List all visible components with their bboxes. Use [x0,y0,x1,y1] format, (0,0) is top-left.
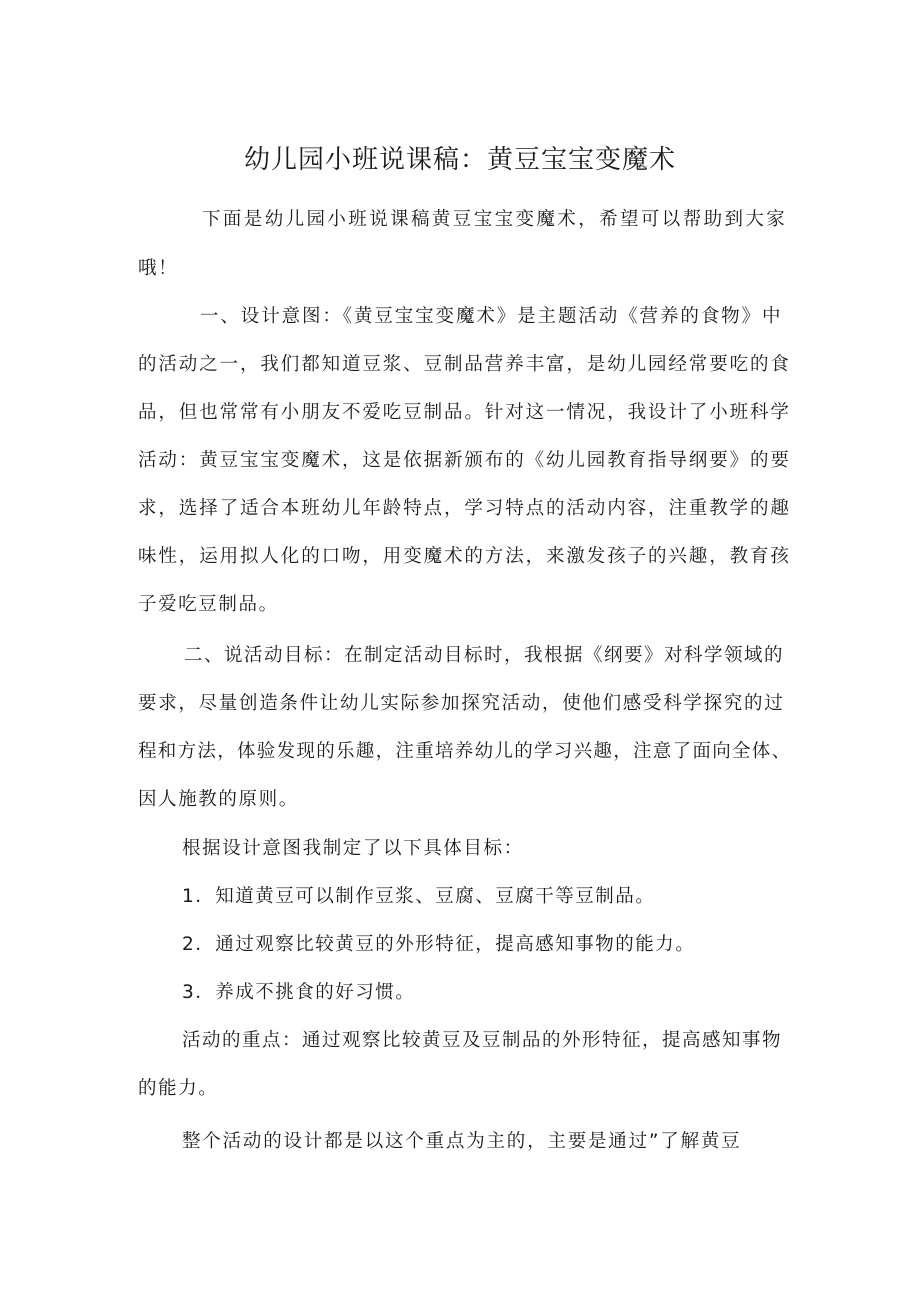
paragraph-line: 要求，尽量创造条件让幼儿实际参加探究活动，使他们感受科学探究的过 [138,693,785,714]
paragraph-line: 品，但也常常有小朋友不爱吃豆制品。针对这一情况，我设计了小班科学 [138,402,791,423]
list-item: 3．养成不挑食的好习惯。 [182,982,416,1003]
paragraph-line: 一、设计意图：《黄豆宝宝变魔术》是主题活动《营养的食物》中 [200,306,783,327]
list-item: 1．知道黄豆可以制作豆浆、豆腐、豆腐干等豆制品。 [182,886,656,907]
paragraph-line: 味性，运用拟人化的口吻，用变魔术的方法，来激发孩子的兴趣，教育孩 [138,546,791,567]
paragraph-line: 因人施教的原则。 [138,789,299,810]
paragraph-line: 求，选择了适合本班幼儿年龄特点，学习特点的活动内容，注重教学的趣 [138,498,791,519]
paragraph-line: 下面是幼儿园小班说课稿黄豆宝宝变魔术，希望可以帮助到大家 [202,209,788,230]
paragraph-line: 哦！ [138,258,179,279]
list-item: 2．通过观察比较黄豆的外形特征，提高感知事物的能力。 [182,934,696,955]
paragraph-line: 的活动之一，我们都知道豆浆、豆制品营养丰富，是幼儿园经常要吃的食 [138,354,791,375]
paragraph-line: 的能力。 [138,1078,219,1099]
document-title: 幼儿园小班说课稿：黄豆宝宝变魔术 [243,145,676,175]
paragraph-line: 活动：黄豆宝宝变魔术，这是依据新颁布的《幼儿园教育指导纲要》的要 [138,450,791,471]
paragraph-line: 子爱吃豆制品。 [138,594,279,615]
paragraph-line: 二、说活动目标：在制定活动目标时，我根据《纲要》对科学领域的 [184,645,785,666]
paragraph-line: 程和方法，体验发现的乐趣，注重培养幼儿的学习兴趣，注意了面向全体、 [138,741,792,762]
paragraph-line: 整个活动的设计都是以这个重点为主的，主要是通过”了解黄豆 [182,1131,742,1152]
paragraph-line: 活动的重点：通过观察比较黄豆及豆制品的外形特征，提高感知事物 [182,1030,783,1051]
paragraph-line: 根据设计意图我制定了以下具体目标： [182,838,524,859]
